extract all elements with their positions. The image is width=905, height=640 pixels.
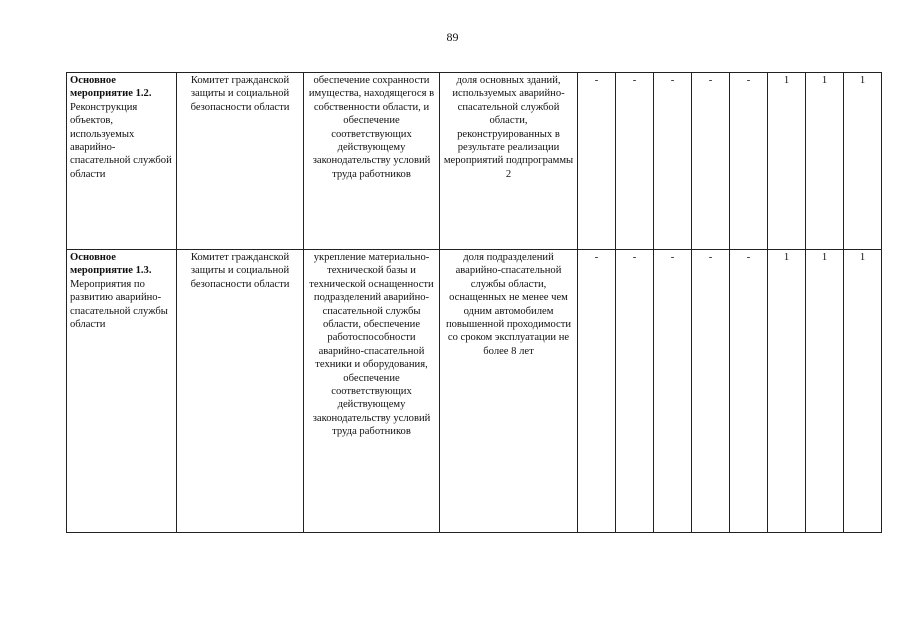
value-cell: 1 (844, 73, 882, 250)
event-title: Основное мероприятие 1.3. (70, 252, 152, 277)
value-cell: - (730, 73, 768, 250)
value-cell: - (654, 73, 692, 250)
value-cell: - (578, 250, 616, 533)
event-cell (67, 73, 177, 250)
value-cell: - (616, 73, 654, 250)
purpose-cell: укрепление материально-технической базы и технической оснащенности подразделений аварийно-спасательной службы области, обеспечение работоспособности аварийно-спасательной техники и оборудования, обеспечение соответствующих действующему законодательству условий труда работников (304, 250, 440, 533)
value-cell: - (692, 73, 730, 250)
value-cell: - (578, 73, 616, 250)
value-cell: - (654, 250, 692, 533)
event-title: Основное мероприятие 1.2. (70, 75, 152, 100)
value-cell: - (692, 250, 730, 533)
event-description: Мероприятия по развитию аварийно-спасательной службы области (70, 278, 168, 331)
event-cell (67, 250, 177, 533)
table-row (67, 250, 882, 533)
value-cell: 1 (844, 250, 882, 533)
table-row (67, 73, 882, 250)
value-cell: 1 (768, 73, 806, 250)
executor-cell: Комитет гражданской защиты и социальной безопасности области (177, 73, 304, 250)
indicator-cell: доля основных зданий, используемых аварийно-спасательной службой области, реконструированных в результате реализации мероприятий подпрограммы 2 (440, 73, 578, 250)
purpose-cell: обеспечение сохранности имущества, находящегося в собственности области, и обеспечение соответствующих действующему законодательству условий труда работников (304, 73, 440, 250)
value-cell: - (616, 250, 654, 533)
event-description: Реконструкция объектов, используемых аварийно-спасательной службой области (70, 101, 172, 180)
value-cell: - (730, 250, 768, 533)
value-cell: 1 (806, 250, 844, 533)
page-number: 89 (446, 30, 459, 44)
program-table (66, 72, 882, 533)
value-cell: 1 (768, 250, 806, 533)
value-cell: 1 (806, 73, 844, 250)
indicator-cell: доля подразделений аварийно-спасательной службы области, оснащенных не менее чем одним автомобилем повышенной проходимости со сроком эксплуатации не более 8 лет (440, 250, 578, 533)
executor-cell: Комитет гражданской защиты и социальной безопасности области (177, 250, 304, 533)
